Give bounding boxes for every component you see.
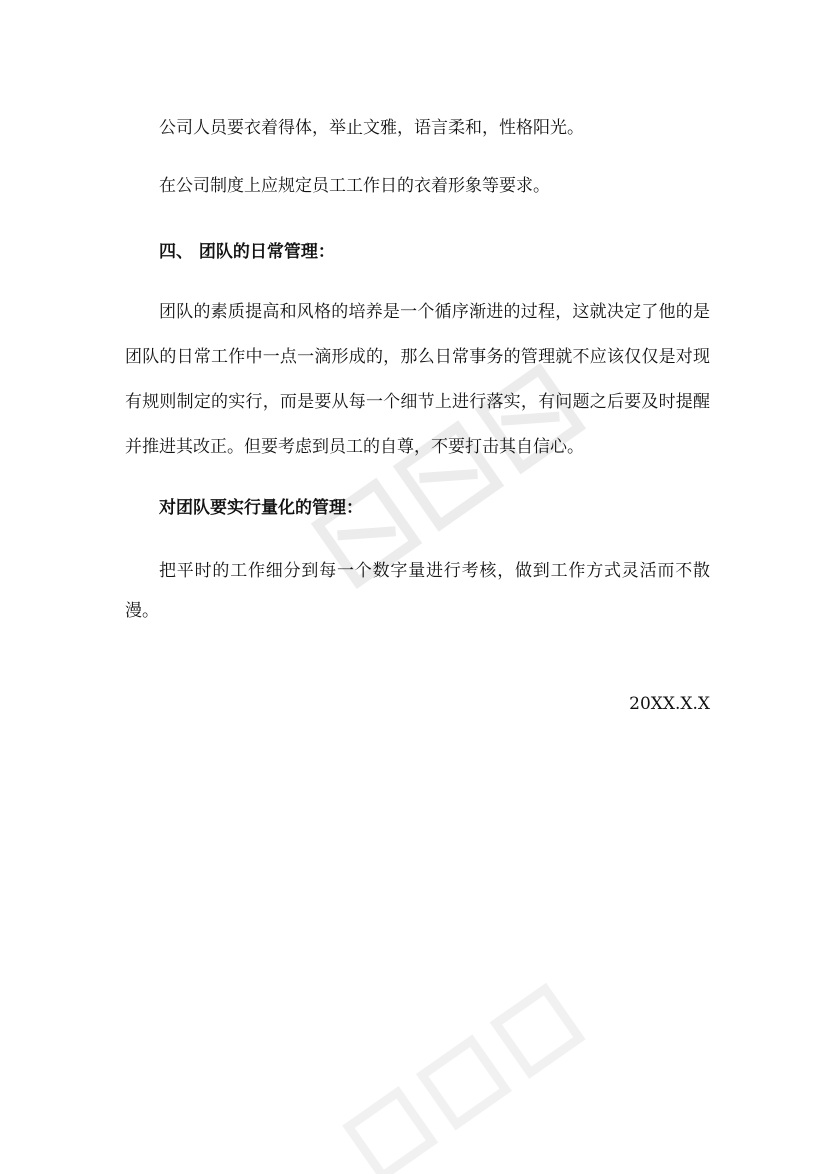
paragraph-dress-code: 公司人员要衣着得体，举止文雅，语言柔和，性格阳光。	[159, 118, 584, 138]
document-date: 20XX.X.X	[629, 694, 710, 714]
paragraph-quantified-management: 把平时的工作细分到每一个数字量进行考核，做到工作方式灵活而不散漫。	[125, 561, 710, 621]
paragraph-dress-rule: 在公司制度上应规定员工工作日的衣着形象等要求。	[159, 176, 550, 196]
watermark-graphic-bottom	[300, 980, 600, 1174]
paragraph-daily-management: 团队的素质提高和风格的培养是一个循序渐进的过程，这就决定了他的是团队的日常工作中一点一滴形成的，那么日常事务的管理就不应该仅仅是对现有规则制定的实行，而是要从每一个细节上进行落实，有问题之后要及时提醒并推进其改正。但要考虑到员工的自尊，不要打击其自信心。	[125, 302, 710, 457]
section-heading-quantified-management: 对团队要实行量化的管理：	[159, 498, 363, 518]
section-heading-daily-management: 四、 团队的日常管理：	[159, 242, 335, 262]
